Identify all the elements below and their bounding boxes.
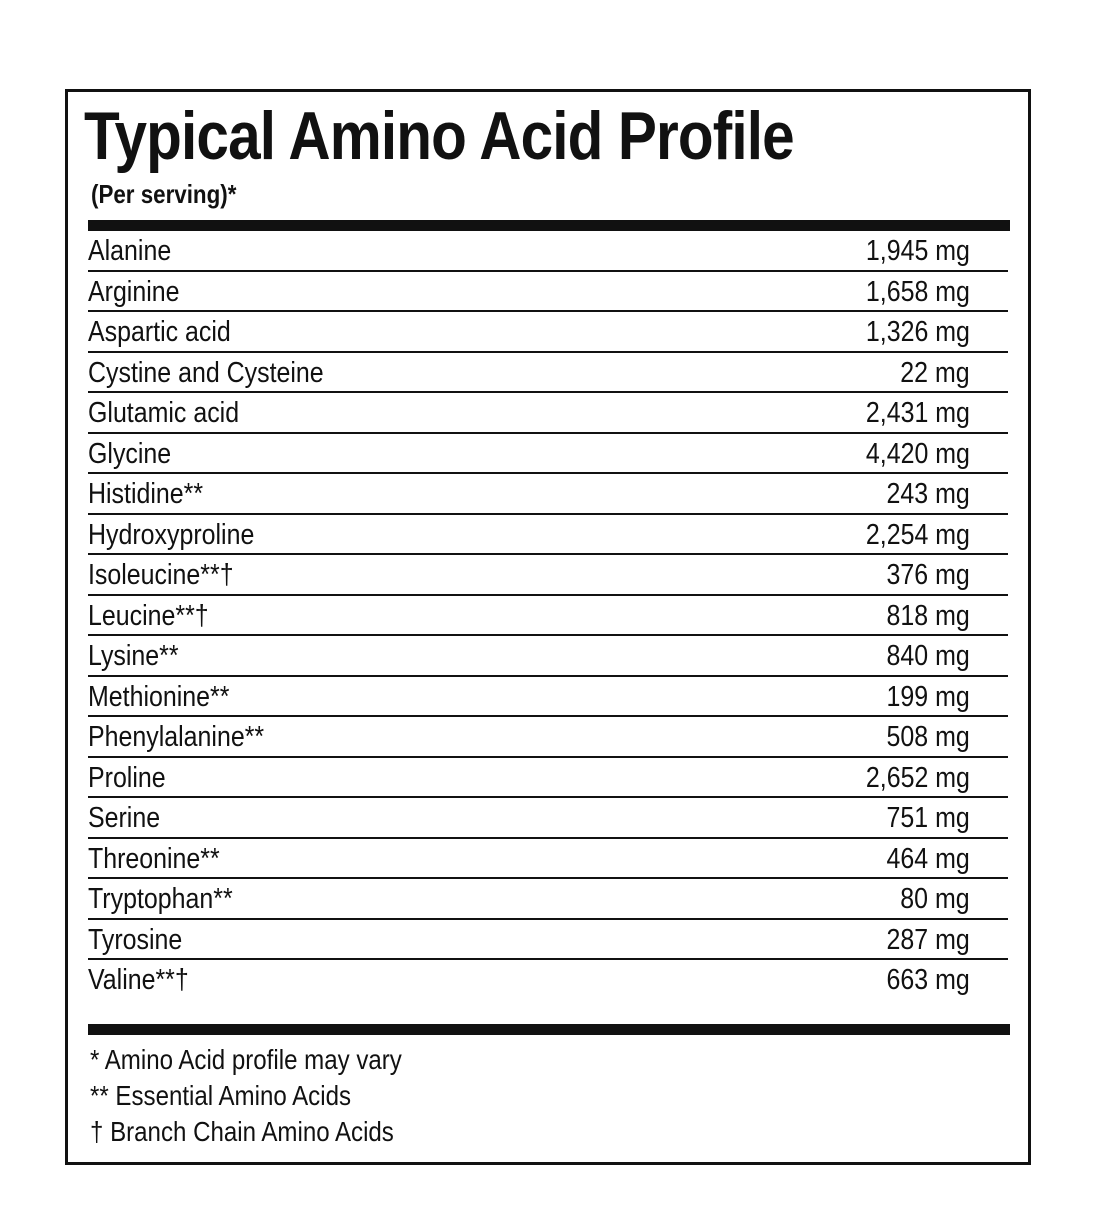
amino-acid-amount: 4,420 mg [866,437,970,470]
table-row [88,555,1008,596]
amino-acid-name: Isoleucine**† [88,559,234,591]
table-row [88,515,1008,556]
amino-acid-amount: 663 mg [886,964,970,996]
amino-acid-name: Serine [88,802,161,834]
amino-acid-amount: 751 mg [886,802,970,834]
amino-acid-name: Leucine**† [88,599,209,632]
amino-acid-name: Threonine** [88,842,220,875]
amino-acid-name: Histidine** [88,478,204,510]
footnote-profile-may-vary: * Amino Acid profile may vary [90,1044,402,1075]
amino-acid-profile-panel [65,89,1031,1165]
amino-acid-amount: 22 mg [900,356,970,389]
amino-acid-amount: 840 mg [886,640,970,672]
amino-acid-name: Alanine [88,235,172,267]
amino-acid-name: Proline [88,761,166,794]
amino-acid-amount: 80 mg [900,883,970,915]
panel-subtitle: (Per serving)* [91,179,237,209]
table-row [88,839,1008,880]
table-row [88,677,1008,718]
amino-acid-amount: 2,652 mg [866,761,970,794]
table-row [88,717,1008,758]
amino-acid-name: Tyrosine [88,923,183,956]
table-row [88,636,1008,677]
amino-acid-name: Methionine** [88,680,230,713]
amino-acid-amount: 508 mg [886,721,970,753]
amino-acid-name: Arginine [88,275,180,308]
table-row [88,393,1008,434]
table-row [88,920,1008,961]
bottom-divider [88,1024,1010,1035]
table-row [88,231,1008,272]
panel-title: Typical Amino Acid Profile [84,98,794,174]
top-divider [88,220,1010,231]
amino-acid-amount: 464 mg [886,842,970,875]
table-row [88,596,1008,637]
amino-acid-amount: 2,431 mg [866,397,970,429]
table-row [88,960,1008,1001]
amino-acid-name: Cystine and Cysteine [88,356,324,389]
amino-acid-name: Glycine [88,437,172,470]
amino-acid-amount: 1,326 mg [866,316,970,348]
amino-acid-amount: 2,254 mg [866,518,970,551]
amino-acid-amount: 1,945 mg [866,235,970,267]
amino-acid-table [88,231,1008,1001]
amino-acid-name: Phenylalanine** [88,721,265,753]
amino-acid-name: Aspartic acid [88,316,231,348]
amino-acid-amount: 199 mg [886,680,970,713]
table-row [88,879,1008,920]
footnotes [90,1042,453,1150]
table-row [88,758,1008,799]
amino-acid-name: Valine**† [88,964,189,996]
amino-acid-name: Glutamic acid [88,397,240,429]
amino-acid-name: Lysine** [88,640,179,672]
amino-acid-name: Hydroxyproline [88,518,255,551]
amino-acid-amount: 1,658 mg [866,275,970,308]
amino-acid-amount: 287 mg [886,923,970,956]
table-row [88,798,1008,839]
amino-acid-amount: 376 mg [886,559,970,591]
footnote-branch-chain-amino-acids: † Branch Chain Amino Acids [90,1116,394,1147]
table-row [88,272,1008,313]
table-row [88,353,1008,394]
footnote-essential-amino-acids: ** Essential Amino Acids [90,1080,352,1111]
amino-acid-amount: 243 mg [886,478,970,510]
amino-acid-name: Tryptophan** [88,883,233,915]
table-row [88,474,1008,515]
table-row [88,312,1008,353]
amino-acid-amount: 818 mg [886,599,970,632]
table-row [88,434,1008,475]
